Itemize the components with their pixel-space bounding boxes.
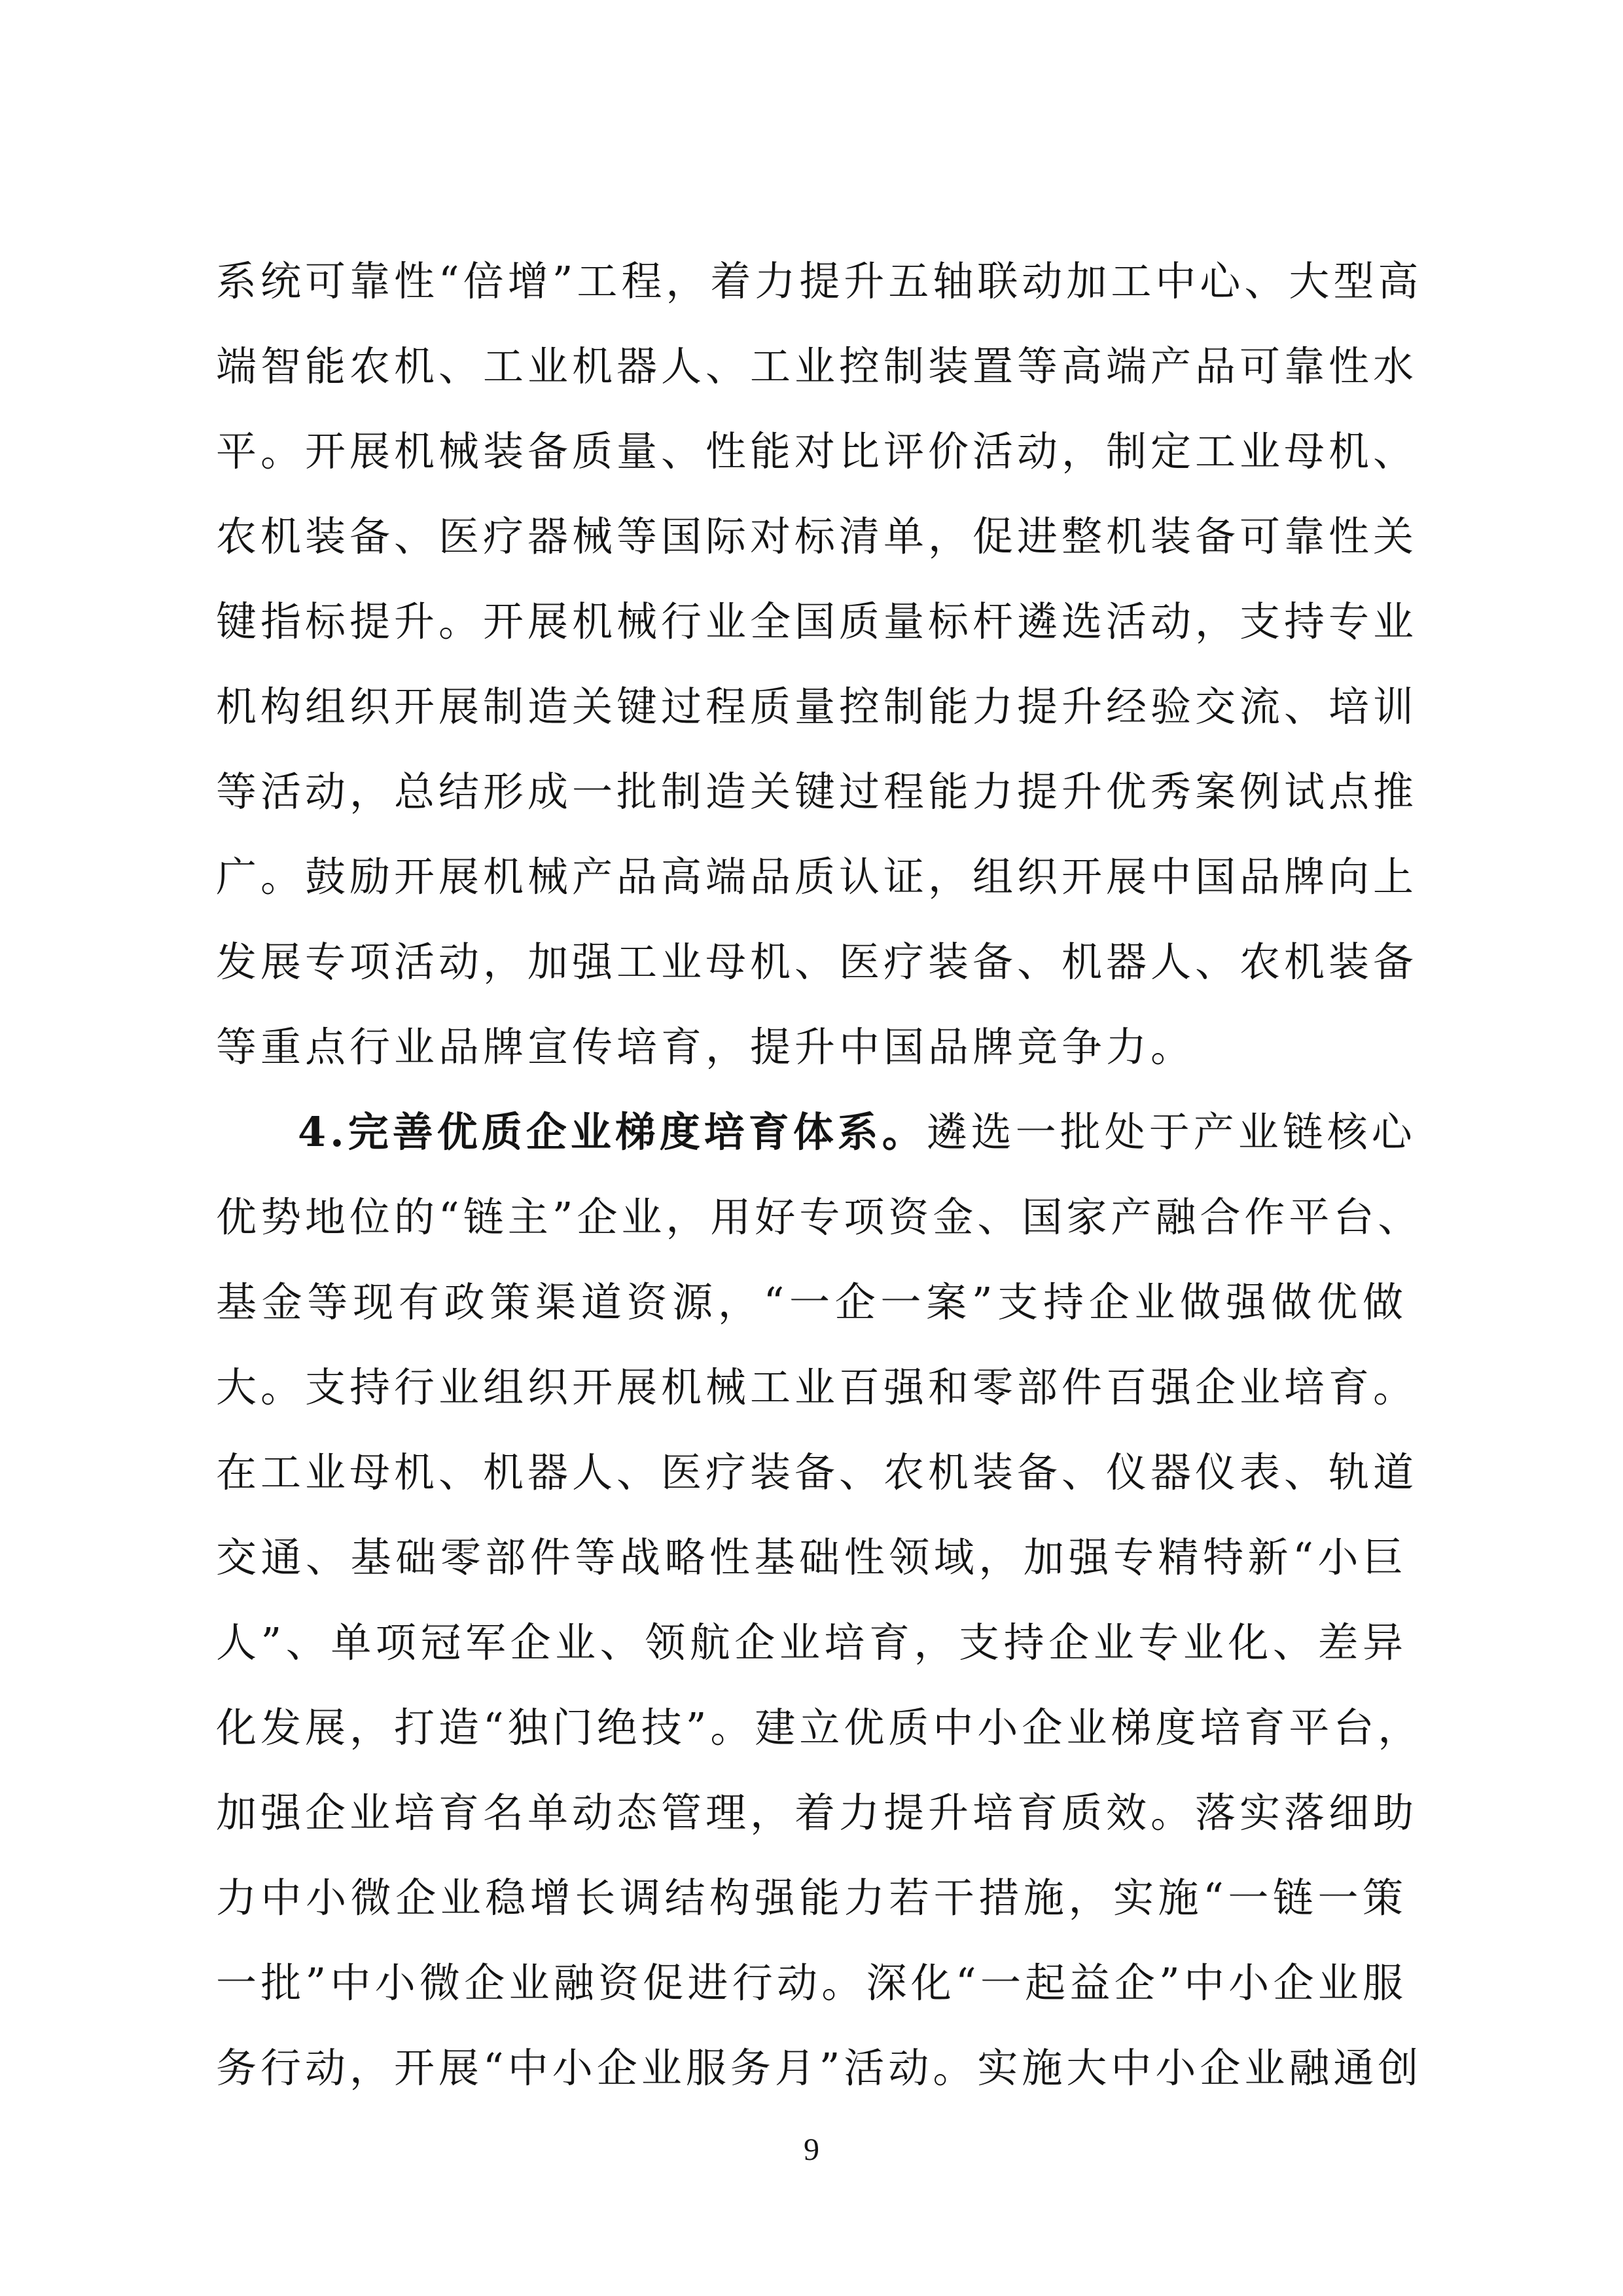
text-line: 务行动，开展“中小企业服务月”活动。实施大中小企业融通创 (216, 2044, 1423, 2092)
text-line: 等活动，总结形成一批制造关键过程能力提升优秀案例试点推 (216, 768, 1418, 816)
text-line: 广。鼓励开展机械产品高端品质认证，组织开展中国品牌向上 (216, 853, 1418, 901)
text-line: 基金等现有政策渠道资源，“一企一案”支持企业做强做优做 (216, 1278, 1407, 1326)
text-line: 交通、基础零部件等战略性基础性领域，加强专精特新“小巨 (216, 1534, 1407, 1581)
text-line: 键指标提升。开展机械行业全国质量标杆遴选活动，支持专业 (216, 598, 1418, 645)
text-line: 端智能农机、工业机器人、工业控制装置等高端产品可靠性水 (216, 342, 1418, 390)
section-heading: 4.完善优质企业梯度培育体系。 (298, 1108, 927, 1156)
text-line: 等重点行业品牌宣传培育，提升中国品牌竞争力。 (216, 1023, 1196, 1071)
section-heading-line (298, 1090, 1416, 1175)
text-line: 一批”中小微企业融资促进行动。深化“一起益企”中小企业服 (216, 1959, 1407, 2007)
section-heading-rest: 遴选一批处于产业链核心 (926, 1108, 1416, 1156)
text-line: 农机装备、医疗器械等国际对标清单，促进整机装备可靠性关 (216, 512, 1418, 560)
text-line: 优势地位的“链主”企业，用好专项资金、国家产融合作平台、 (216, 1193, 1423, 1241)
page-number: 9 (804, 2132, 819, 2167)
text-line: 系统可靠性“倍增”工程，着力提升五轴联动加工中心、大型高 (216, 257, 1423, 305)
text-line: 人”、单项冠军企业、领航企业培育，支持企业专业化、差异 (216, 1619, 1407, 1666)
text-line: 机构组织开展制造关键过程质量控制能力提升经验交流、培训 (216, 683, 1418, 730)
text-line: 大。支持行业组织开展机械工业百强和零部件百强企业培育。 (216, 1363, 1418, 1411)
text-line: 在工业母机、机器人、医疗装备、农机装备、仪器仪表、轨道 (216, 1448, 1418, 1496)
text-line: 平。开展机械装备质量、性能对比评价活动，制定工业母机、 (216, 427, 1418, 475)
text-line: 加强企业培育名单动态管理，着力提升培育质效。落实落细助 (216, 1789, 1418, 1837)
text-line: 发展专项活动，加强工业母机、医疗装备、机器人、农机装备 (216, 938, 1418, 986)
text-line: 力中小微企业稳增长调结构强能力若干措施，实施“一链一策 (216, 1874, 1407, 1922)
text-line: 化发展，打造“独门绝技”。建立优质中小企业梯度培育平台， (216, 1704, 1423, 1751)
